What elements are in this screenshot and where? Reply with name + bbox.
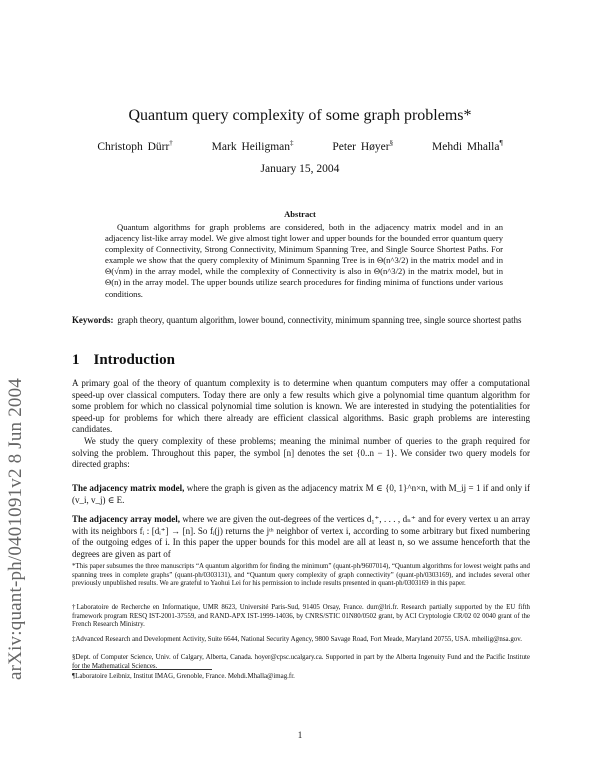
abstract-text: Quantum algorithms for graph problems are considered, both in the adjacency matrix model and in an adjacency list-like array model. We give almost tight lower and upper bounds for the bounded error quantum query complexity of Connectivity, Strong Connectivity, Minimum Spanning Tree, and Single Source Shortest Paths. For example we show that the query complexity of Minimum Spanning Tree is in Θ(n^3/2) in the matrix model and in Θ(√nm) in the array model, while the complexity of Connectivity is also in Θ(n^3/2) in the matrix model, but in Θ(n) in the array model. The upper bounds utilize search procedures for finding minima of functions under various conditions. [105, 222, 503, 299]
footnote: §Dept. of Computer Science, Univ. of Calgary, Alberta, Canada. hoyer@cpsc.ucalgary.ca. Supported in part by the Alberta Ingenuity Fund and the Pacific Institute for the Mathematical Sciences. [72, 654, 530, 670]
paragraph: A primary goal of the theory of quantum complexity is to determine when quantum computers may offer a computational speed-up over classical computers. Today there are only a few results which give a polynomial time quantum algorithm for some problem for which no classical polynomial time solution is known. We are interested in studying the potentialities for speed-up for problems for which there already are efficient classical algorithms. Basic graph problems are interesting candidates. [72, 378, 530, 435]
footnote: ‡Advanced Research and Development Activity, Suite 6644, National Security Agency, 9800 Savage Road, Fort Meade, Maryland 20755, USA. mheilig@nsa.gov. [72, 636, 522, 643]
keywords [72, 315, 530, 327]
author: Christoph Dürr† [97, 139, 173, 153]
abstract-heading: Abstract [284, 209, 316, 219]
keywords-text: graph theory, quantum algorithm, lower bound, connectivity, minimum spanning tree, single source shortest paths [117, 315, 522, 325]
author: Mehdi Mhalla¶ [432, 139, 503, 153]
model-text: where the graph is given as the adjacency matrix M ∈ {0, 1}^n×n, with M_ij = 1 if and only if (v_i, v_j) ∈ E. [72, 483, 531, 505]
section-title: Introduction [93, 352, 175, 368]
model-item [72, 514, 530, 560]
section-heading [72, 352, 175, 369]
keywords-label: Keywords: [72, 315, 114, 325]
arxiv-stamp: arXiv:quant-ph/0401091v2 8 Jun 2004 [5, 377, 26, 680]
paper-date: January 15, 2004 [260, 163, 340, 175]
author-list [0, 139, 600, 153]
footnote: †Laboratoire de Recherche en Informatique, UMR 8623, Université Paris-Sud, 91405 Orsay, France. durr@lri.fr. Research partially supported by the EU fifth framework program RESQ IST-2001-37559, and RAND-APX IST-1999-14036, by CNRS/STIC 01N80/0502 grant, by ACI Cryptologie CR/02 02 0040 grant of the French Research Ministry. [72, 604, 530, 628]
page-number: 1 [297, 730, 303, 740]
model-text: where we are given the out-degrees of the vertices d₁⁺, . . . , dₙ⁺ and for every vertex u an array with its neighbors fᵢ : [dᵢ⁺] → [n]. So fᵢ(j) returns the jᵗʰ neighbor of vertex i, according to some arbitrary but fixed numbering of the outgoing edges of i. In this paper the upper bounds for this model are all at least n, so we assume henceforth that the degrees are given as part of [72, 514, 531, 559]
model-label: The adjacency matrix model, [72, 483, 185, 493]
paragraph: We study the query complexity of these problems; meaning the minimal number of queries to the graph required for solving the problem. Throughout this paper, the symbol [n] denotes the set {0..n − 1}. We consider two query models for directed graphs: [72, 436, 530, 470]
paper-title: Quantum query complexity of some graph problems* [128, 107, 472, 124]
model-label: The adjacency array model, [72, 514, 180, 524]
section-number: 1 [72, 352, 80, 368]
author: Mark Heiligman‡ [211, 139, 294, 153]
author: Peter Høyer§ [332, 139, 394, 153]
footnote: *This paper subsumes the three manuscripts “A quantum algorithm for finding the minimum” (quant-ph/9607014), “Quantum algorithms for lowest weight paths and spanning trees in complete graphs” (quant-ph/0303131), and “Quantum query complexity of graph connectivity” (quant-ph/0303169), and includes several other previously unpublished results. We are grateful to Yaohui Lei for his permission to include results presented in quant-ph/0303169 in this paper. [72, 563, 530, 587]
footnote: ¶Laboratoire Leibniz, Institut IMAG, Grenoble, France. Mehdi.Mhalla@imag.fr. [72, 673, 295, 680]
model-item [72, 483, 530, 506]
